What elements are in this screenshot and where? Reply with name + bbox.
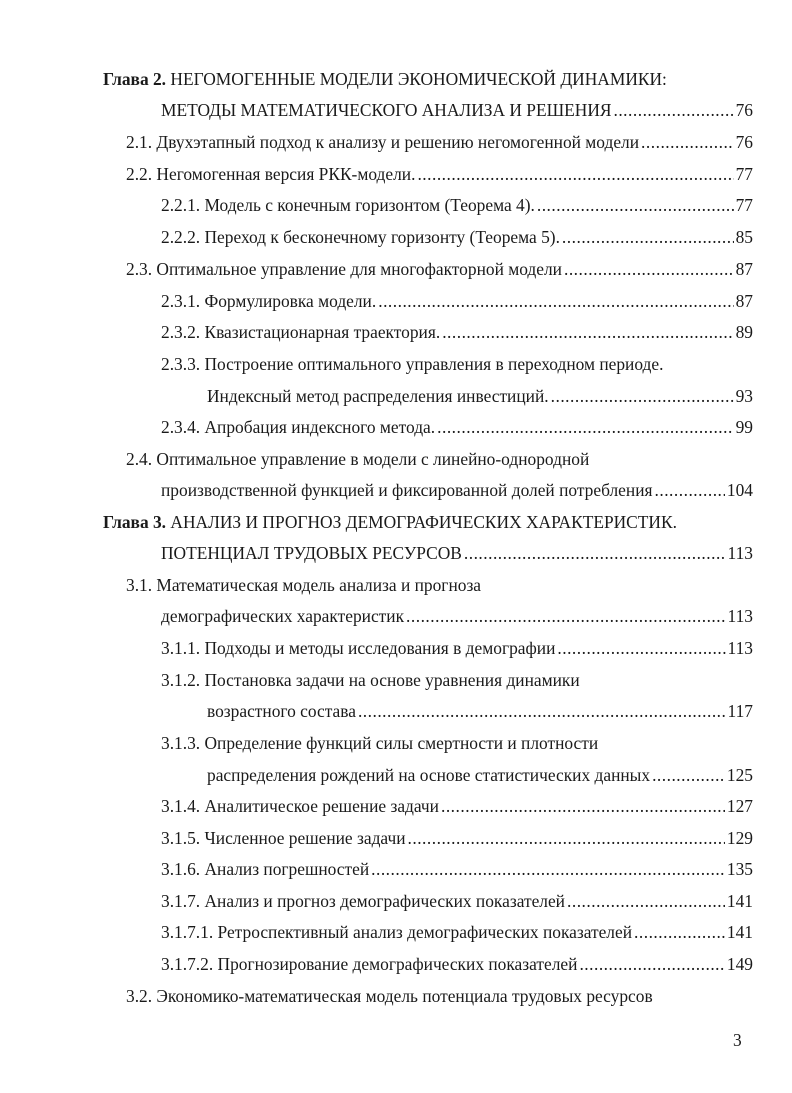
dot-leader <box>562 224 734 250</box>
toc-entry <box>161 825 753 851</box>
toc-entry <box>161 730 598 756</box>
toc-entry <box>126 256 753 282</box>
toc-entry-text: 3.1.5. Численное решение задачи <box>161 828 406 848</box>
toc-entry-chapter-2 <box>103 66 667 92</box>
page-ref: 127 <box>726 796 753 816</box>
dot-leader <box>537 192 734 218</box>
page-ref: 113 <box>727 543 753 563</box>
toc-entry-text: 2.4. Оптимальное управление в модели с линейно-однородной <box>126 449 590 469</box>
toc-entry <box>161 351 663 377</box>
toc-entry-text: 3.1.7.1. Ретроспективный анализ демографических показателей <box>161 922 633 942</box>
toc-entry-text: 2.3.2. Квазистационарная траектория. <box>161 322 441 342</box>
toc-entry <box>161 192 753 218</box>
toc-entry-text: производственной функцией и фиксированной долей потребления <box>161 480 653 500</box>
dot-leader <box>634 919 725 945</box>
toc-entry-text: 3.1.2. Постановка задачи на основе уравнения динамики <box>161 670 580 690</box>
toc-entry-text: 2.2. Негомогенная версия РКК-модели. <box>126 164 416 184</box>
toc-entry <box>161 667 580 693</box>
toc-entry-text: 3.1.6. Анализ погрешностей <box>161 859 370 879</box>
toc-entry <box>161 288 753 314</box>
toc-entry <box>126 572 481 598</box>
page-ref: 104 <box>726 480 753 500</box>
toc-entry-text: 3.1.3. Определение функций силы смертности и плотности <box>161 733 599 753</box>
page-number: 3 <box>733 1030 742 1050</box>
dot-leader <box>655 477 725 503</box>
toc-entry-text: 2.3. Оптимальное управление для многофакторной модели <box>126 259 562 279</box>
toc-entry <box>161 319 753 345</box>
dot-leader <box>579 951 724 977</box>
page-ref: 76 <box>735 132 753 152</box>
dot-leader <box>378 288 733 314</box>
chapter-label: Глава 3. <box>103 512 167 532</box>
page-ref: 141 <box>726 891 753 911</box>
toc-entry <box>161 951 753 977</box>
dot-leader <box>567 888 725 914</box>
toc-entry-text: ПОТЕНЦИАЛ ТРУДОВЫХ РЕСУРСОВ <box>161 543 462 563</box>
toc-entry-text: НЕГОМОГЕННЫЕ МОДЕЛИ ЭКОНОМИЧЕСКОЙ ДИНАМИКИ: <box>166 69 667 89</box>
toc-entry <box>126 446 589 472</box>
toc-entry <box>161 477 753 503</box>
page-ref: 85 <box>735 227 753 247</box>
toc-entry-text: 3.1.1. Подходы и методы исследования в демографии <box>161 638 556 658</box>
dot-leader <box>551 383 734 409</box>
toc-entry-text: 3.1. Математическая модель анализа и прогноза <box>126 575 482 595</box>
page-ref: 117 <box>727 701 753 721</box>
toc-entry <box>161 224 753 250</box>
dot-leader <box>437 414 733 440</box>
dot-leader <box>417 161 733 187</box>
toc-entry-text: 2.1. Двухэтапный подход к анализу и решению негомогенной модели <box>126 132 640 152</box>
toc-entry-text: распределения рождений на основе статистических данных <box>207 765 651 785</box>
page-ref: 113 <box>727 606 753 626</box>
dot-leader <box>441 793 725 819</box>
dot-leader <box>464 540 726 566</box>
page-ref: 93 <box>735 386 753 406</box>
page-ref: 113 <box>727 638 753 658</box>
toc-entry <box>161 888 753 914</box>
page-ref: 77 <box>735 164 753 184</box>
toc-entry-text: 2.3.3. Построение оптимального управления в переходном периоде. <box>161 354 664 374</box>
page-ref: 141 <box>726 922 753 942</box>
toc-entry <box>161 856 753 882</box>
page-ref: 125 <box>726 765 753 785</box>
dot-leader <box>406 603 726 629</box>
toc-entry <box>126 983 653 1009</box>
page-ref: 89 <box>735 322 753 342</box>
toc-entry <box>126 129 753 155</box>
page-ref: 99 <box>735 417 753 437</box>
dot-leader <box>371 856 725 882</box>
page-ref: 129 <box>726 828 753 848</box>
toc-entry <box>161 919 753 945</box>
toc-entry <box>207 383 753 409</box>
dot-leader <box>564 256 734 282</box>
dot-leader <box>652 762 725 788</box>
dot-leader <box>408 825 725 851</box>
toc-entry <box>207 762 753 788</box>
toc-entry-text: возрастного состава <box>207 701 356 721</box>
toc-entry-text: Индексный метод распределения инвестиций. <box>207 386 549 406</box>
dot-leader <box>358 698 726 724</box>
chapter-label: Глава 2. <box>103 69 167 89</box>
toc-entry-text: АНАЛИЗ И ПРОГНОЗ ДЕМОГРАФИЧЕСКИХ ХАРАКТЕРИСТИК. <box>166 512 677 532</box>
toc-entry <box>207 698 753 724</box>
page-ref: 87 <box>735 291 753 311</box>
toc-entry-text: 2.2.2. Переход к бесконечному горизонту (Теорема 5). <box>161 227 560 247</box>
toc-entry <box>126 161 753 187</box>
toc-entry-text: демографических характеристик <box>161 606 405 626</box>
dot-leader <box>442 319 733 345</box>
toc-entry-text: 3.2. Экономико-математическая модель потенциала трудовых ресурсов <box>126 986 653 1006</box>
toc-entry-chapter-3 <box>103 509 677 535</box>
toc-entry-text: МЕТОДЫ МАТЕМАТИЧЕСКОГО АНАЛИЗА И РЕШЕНИЯ <box>161 100 612 120</box>
toc-entry-text: 3.1.7.2. Прогнозирование демографических показателей <box>161 954 578 974</box>
toc-entry <box>161 635 753 661</box>
page-ref: 87 <box>735 259 753 279</box>
toc-entry-text: 2.3.1. Формулировка модели. <box>161 291 377 311</box>
toc-entry-text: 3.1.7. Анализ и прогноз демографических показателей <box>161 891 565 911</box>
toc-entry <box>161 603 753 629</box>
toc-entry-text: 2.3.4. Апробация индексного метода. <box>161 417 436 437</box>
page-ref: 77 <box>735 195 753 215</box>
toc-entry <box>161 414 753 440</box>
toc-entry <box>161 793 753 819</box>
dot-leader <box>613 97 733 123</box>
toc-entry-text: 2.2.1. Модель с конечным горизонтом (Теорема 4). <box>161 195 535 215</box>
page-ref: 135 <box>726 859 753 879</box>
toc-entry <box>161 97 753 123</box>
dot-leader <box>641 129 734 155</box>
page-ref: 76 <box>735 100 753 120</box>
page-ref: 149 <box>726 954 753 974</box>
toc-entry <box>161 540 753 566</box>
toc-entry-text: 3.1.4. Аналитическое решение задачи <box>161 796 439 816</box>
dot-leader <box>557 635 725 661</box>
